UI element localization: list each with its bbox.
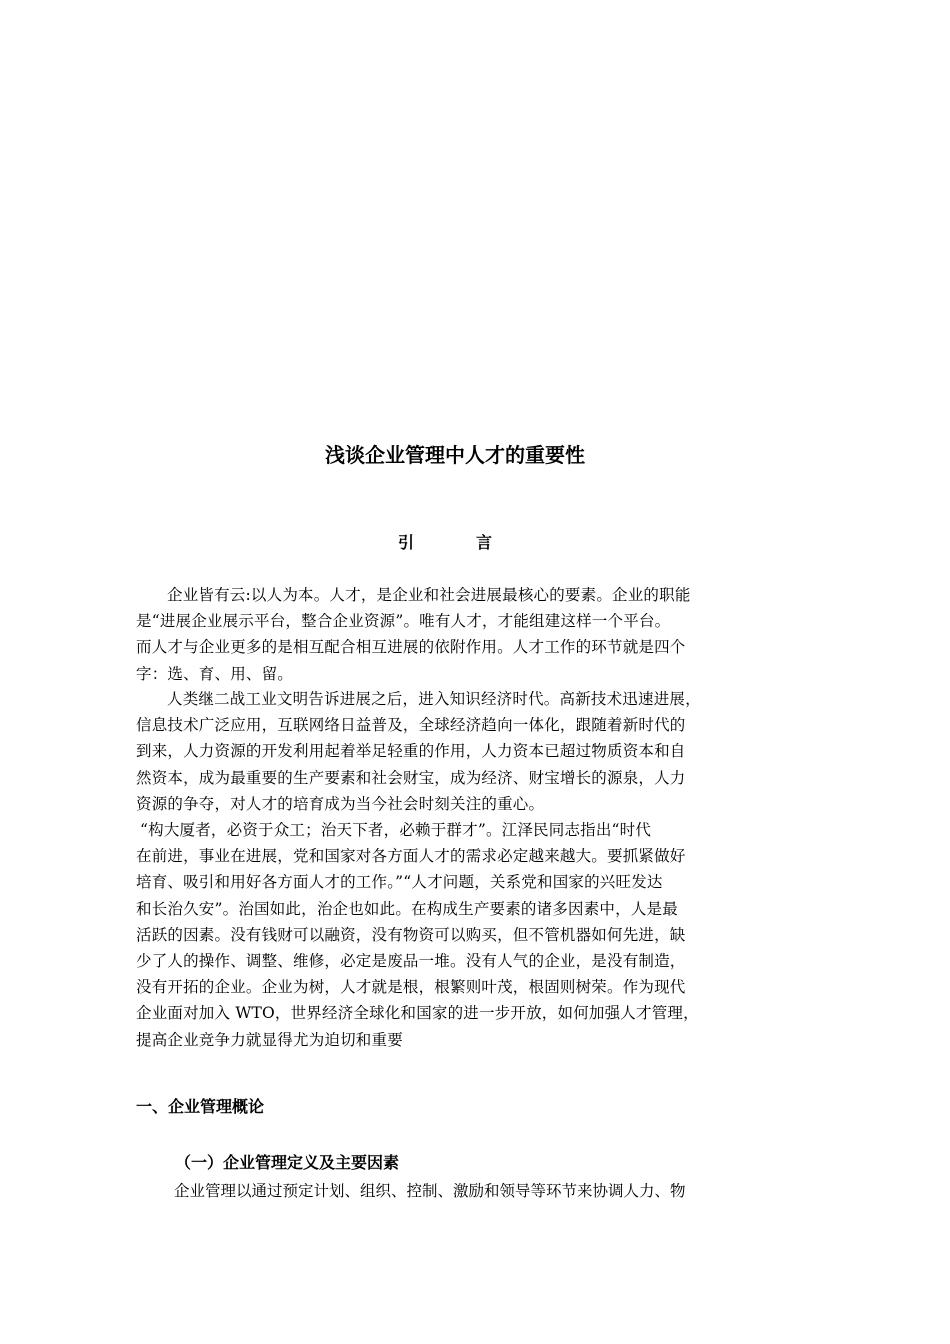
paragraph-line: 然资本，成为最重要的生产要素和社会财宝，成为经济、财宝增长的源泉，人力 [136, 768, 686, 787]
intro-heading-char-2: 言 [476, 533, 493, 552]
section-heading: 一、企业管理概论 [136, 1097, 265, 1116]
document-title: 浅谈企业管理中人才的重要性 [325, 443, 585, 467]
paragraph-line: 少了人的操作、调整、维修，必定是废品一堆。没有人气的企业，是没有制造， [136, 952, 686, 971]
intro-paragraph-1 [136, 582, 831, 687]
intro-heading [0, 531, 890, 555]
paragraph-line: 活跃的因素。没有钱财可以融资，没有物资可以购买，但不管机器如何先进，缺 [136, 925, 686, 944]
paragraph-line: 和长治久安”。治国如此，治企也如此。在构成生产要素的诸多因素中，人是最 [136, 899, 678, 918]
paragraph-line: 而人才与企业更多的是相互配合相互进展的依附作用。人才工作的环节就是四个 [136, 638, 686, 657]
paragraph-line: 没有开拓的企业。企业为树，人才就是根，根繁则叶茂，根固则树荣。作为现代 [136, 978, 686, 997]
intro-heading-char-1: 引 [397, 533, 414, 552]
paragraph-line: “构大厦者，必资于众工；治天下者，必赖于群才”。江泽民同志指出“时代 [140, 821, 652, 839]
paragraph-line: 企业面对加入 WTO，世界经济全球化和国家的进一步开放，如何加强人才管理， [136, 1004, 699, 1023]
intro-paragraph-2 [136, 686, 831, 817]
paragraph-line: 是“进展企业展示平台，整合企业资源”。唯有人才，才能组建这样一个平台。 [136, 612, 671, 631]
paragraph-line: 企业皆有云:以人为本。人才，是企业和社会进展最核心的要素。企业的职能 [167, 586, 691, 604]
paragraph-line: 提高企业竞争力就显得尤为迫切和重要 [136, 1030, 403, 1049]
paragraph-line: 培育、吸引和用好各方面人才的工作。”“人才问题，关系党和国家的兴旺发达 [136, 873, 663, 892]
paragraph-line: 信息技术广泛应用，互联网络日益普及，全球经济趋向一体化，跟随着新时代的 [136, 716, 686, 735]
intro-paragraph-3 [136, 817, 831, 1053]
paragraph-line: 在前进，事业在进展，党和国家对各方面人才的需求必定越来越大。要抓紧做好 [136, 847, 686, 866]
paragraph-line: 资源的争夺，对人才的培育成为当今社会时刻关注的重心。 [136, 794, 545, 813]
paragraph-line: 字：选、育、用、留。 [136, 664, 294, 683]
section-paragraph-line: 企业管理以通过预定计划、组织、控制、激励和领导等环节来协调人力、物 [174, 1182, 686, 1200]
paragraph-line: 人类继二战工业文明告诉进展之后，进入知识经济时代。高新技术迅速进展， [167, 690, 701, 708]
paragraph-line: 到来，人力资源的开发利用起着举足轻重的作用，人力资本已超过物质资本和自 [136, 742, 686, 761]
sub-heading: （一）企业管理定义及主要因素 [175, 1153, 400, 1172]
